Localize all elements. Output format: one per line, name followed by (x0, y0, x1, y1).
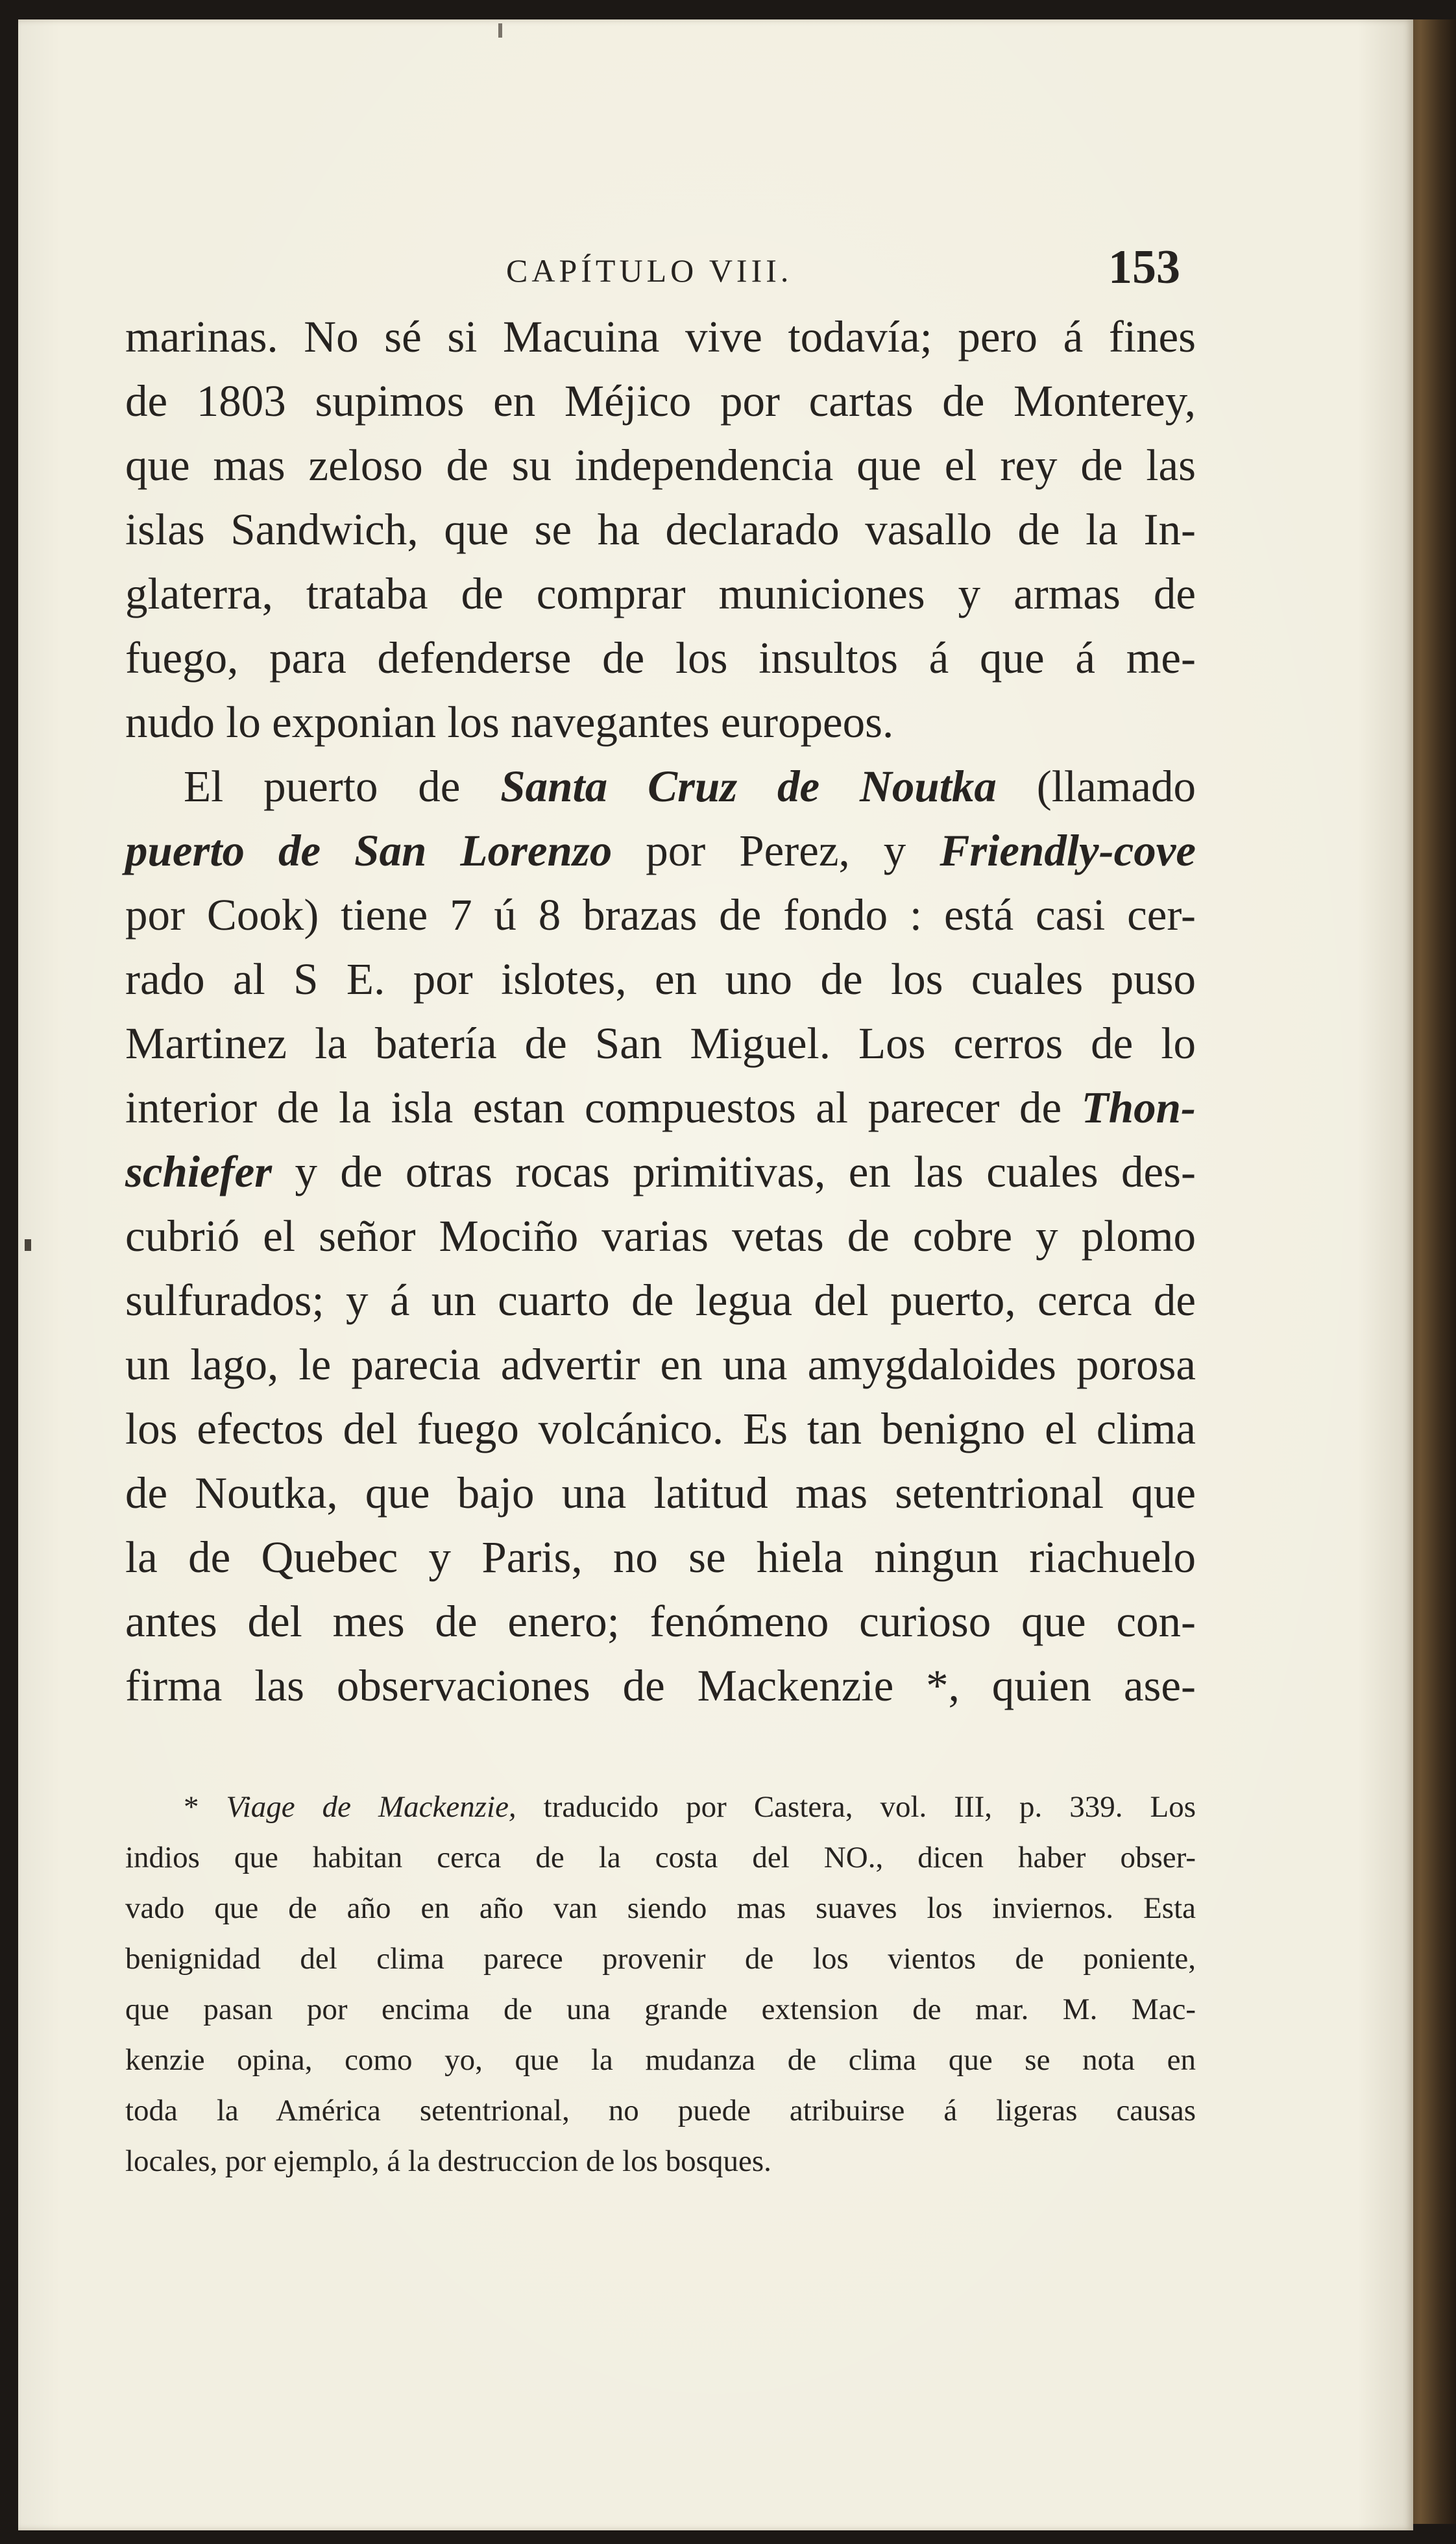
text-line-rich: El puerto de Santa Cruz de Noutka (llamado (184, 762, 1196, 811)
italic-phrase: schiefer (125, 1147, 273, 1196)
footnote-title: Viage de Mackenzie, (226, 1790, 516, 1824)
text-line: de 1803 supimos en Méjico por cartas de Monterey, (125, 376, 1196, 426)
italic-phrase: Thon- (1081, 1083, 1196, 1132)
footnote-line: que pasan por encima de una grande extension de mar. M. Mac- (125, 1993, 1196, 2026)
footnote-line: kenzie opina, como yo, que la mudanza de clima que se nota en (125, 2043, 1196, 2077)
text-line-rich: interior de la isla estan compuestos al parecer de Thon- (125, 1083, 1196, 1132)
text-line: islas Sandwich, que se ha declarado vasallo de la In- (125, 505, 1196, 554)
text-line: fuego, para defenderse de los insultos á que á me- (125, 633, 1196, 683)
footnote-line: toda la América setentrional, no puede atribuirse á ligeras causas (125, 2094, 1196, 2127)
ink-speck (498, 23, 502, 38)
book-page (18, 19, 1413, 2530)
text-line: los efectos del fuego volcánico. Es tan benigno el clima (125, 1404, 1196, 1453)
footnote-marker: * (184, 1790, 199, 1824)
text-line: sulfurados; y á un cuarto de legua del puerto, cerca de (125, 1276, 1196, 1325)
footnote-text: traducido por Castera, vol. III, p. 339. Los (543, 1790, 1196, 1824)
text-line: de Noutka, que bajo una latitud mas setentrional que (125, 1468, 1196, 1518)
ink-speck (25, 1239, 31, 1251)
footnote-line: indios que habitan cerca de la costa del NO., dicen haber obser- (125, 1841, 1196, 1874)
text-line: por Cook) tiene 7 ú 8 brazas de fondo : está casi cer- (125, 890, 1196, 939)
text-line: marinas. No sé si Macuina vive todavía; pero á fines (125, 312, 1196, 361)
text-line: un lago, le parecia advertir en una amygdaloides porosa (125, 1340, 1196, 1389)
text-line: la de Quebec y Paris, no se hiela ningun riachuelo (125, 1532, 1196, 1582)
italic-phrase: Santa Cruz de Noutka (500, 762, 997, 811)
footnote-line: vado que de año en año van siendo mas suaves los inviernos. Esta (125, 1891, 1196, 1925)
text-line: antes del mes de enero; fenómeno curioso que con- (125, 1597, 1196, 1646)
text-line: rado al S E. por islotes, en uno de los cuales puso (125, 954, 1196, 1004)
page-number: 153 (1108, 241, 1180, 294)
text-line: cubrió el señor Mociño varias vetas de cobre y plomo (125, 1211, 1196, 1261)
text-line: glaterra, trataba de comprar municiones y armas de (125, 569, 1196, 618)
footnote (125, 1782, 1196, 2187)
text-line-rich: puerto de San Lorenzo por Perez, y Friendly-cove (125, 826, 1196, 875)
page-header (18, 240, 1413, 305)
italic-phrase: Friendly-cove (940, 826, 1196, 875)
text-line: Martinez la batería de San Miguel. Los cerros de lo (125, 1019, 1196, 1068)
running-head: CAPÍTULO VIII. (506, 252, 793, 289)
text-line: nudo lo exponian los navegantes europeos. (125, 697, 894, 747)
text-line-rich: schiefer y de otras rocas primitivas, en las cuales des- (125, 1147, 1196, 1196)
footnote-line-first (125, 1782, 1196, 1832)
text-line: que mas zeloso de su independencia que el rey de las (125, 441, 1196, 490)
italic-phrase: puerto de San Lorenzo (125, 826, 613, 875)
text-line: firma las observaciones de Mackenzie *, quien ase- (125, 1661, 1196, 1710)
footnote-line: benignidad del clima parece provenir de los vientos de poniente, (125, 1942, 1196, 1976)
footnote-line: locales, por ejemplo, á la destruccion de los bosques. (125, 2144, 771, 2178)
body-text (125, 305, 1196, 1718)
